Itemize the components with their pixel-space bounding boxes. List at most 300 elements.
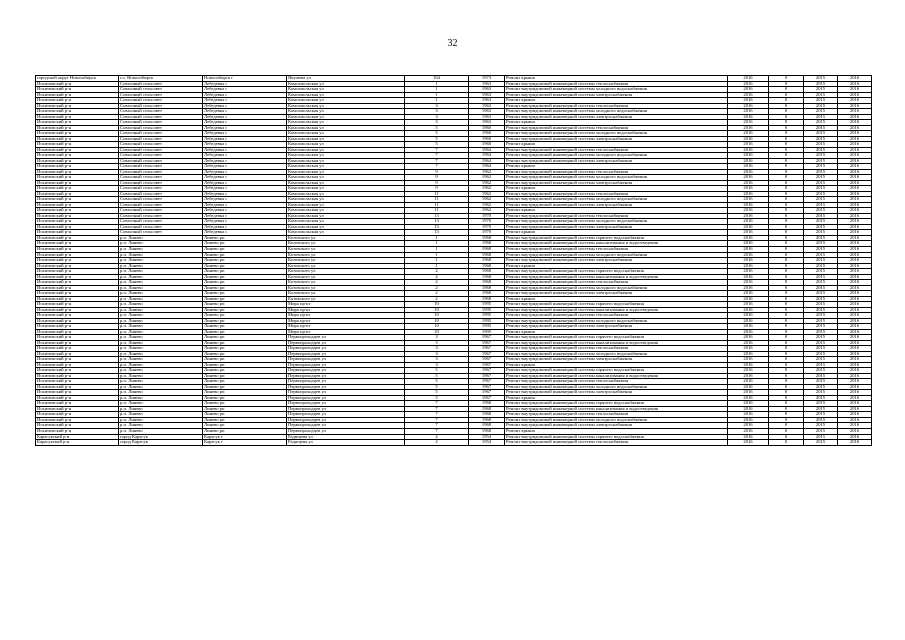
plan-year-cell: 2016 [728, 324, 769, 330]
start-year-cell: 2015 [804, 335, 838, 341]
settlement-cell: Линево рп [203, 335, 287, 341]
settlement-cell: Линево рп [203, 412, 287, 418]
amount-cell: 0 [769, 351, 804, 357]
build-year-cell: 1968 [469, 246, 505, 252]
house-number-cell: 10 [405, 302, 469, 308]
start-year-cell: 2015 [804, 440, 838, 446]
street-cell: Комсомольская ул [287, 219, 405, 225]
work-type-cell: Ремонт внутридомовой инженерной системы холодного водоснабжения [505, 318, 728, 324]
municipality-cell: Совхозный сельсовет [119, 191, 203, 197]
start-year-cell: 2015 [804, 202, 838, 208]
start-year-cell: 2015 [804, 230, 838, 236]
settlement-cell: Линево рп [203, 417, 287, 423]
end-year-cell: 2016 [838, 296, 872, 302]
end-year-cell: 2016 [838, 92, 872, 98]
street-cell: Котовского ул [287, 296, 405, 302]
street-cell: Котовского ул [287, 274, 405, 280]
district-cell: Искитимский р-н [36, 291, 119, 297]
settlement-cell: Лебедевка с [203, 131, 287, 137]
work-type-cell: Ремонт внутридомовой инженерной системы электроснабжения [505, 291, 728, 297]
settlement-cell: Лебедевка с [203, 142, 287, 148]
street-cell: Мира пр-кт [287, 307, 405, 313]
start-year-cell: 2015 [804, 153, 838, 159]
street-cell: Комсомольская ул [287, 213, 405, 219]
municipality-cell: Совхозный сельсовет [119, 164, 203, 170]
district-cell: Искитимский р-н [36, 401, 119, 407]
plan-year-cell: 2016 [728, 213, 769, 219]
plan-year-cell: 2016 [728, 296, 769, 302]
street-cell: Первопроходцев ул [287, 423, 405, 429]
district-cell: Искитимский р-н [36, 213, 119, 219]
work-type-cell: Ремонт внутридомовой инженерной системы электроснабжения [505, 324, 728, 330]
street-cell: Первопроходцев ул [287, 401, 405, 407]
district-cell: Искитимский р-н [36, 351, 119, 357]
street-cell: Первопроходцев ул [287, 335, 405, 341]
municipality-cell: р.п. Линево [119, 401, 203, 407]
street-cell: Первопроходцев ул [287, 362, 405, 368]
amount-cell: 0 [769, 274, 804, 280]
build-year-cell: 1968 [469, 252, 505, 258]
municipality-cell: Совхозный сельсовет [119, 125, 203, 131]
plan-year-cell: 2016 [728, 191, 769, 197]
municipality-cell: р.п. Линево [119, 302, 203, 308]
amount-cell: 0 [769, 417, 804, 423]
street-cell: Комсомольская ул [287, 180, 405, 186]
end-year-cell: 2016 [838, 208, 872, 214]
house-number-cell: 5 [405, 136, 469, 142]
work-type-cell: Ремонт внутридомовой инженерной системы горячего водоснабжения [505, 434, 728, 440]
municipality-cell: Совхозный сельсовет [119, 213, 203, 219]
settlement-cell: Линево рп [203, 235, 287, 241]
start-year-cell: 2015 [804, 434, 838, 440]
amount-cell: 0 [769, 98, 804, 104]
municipality-cell: р.п. Линево [119, 241, 203, 247]
build-year-cell: 1968 [469, 274, 505, 280]
house-number-cell: 3 [405, 357, 469, 363]
start-year-cell: 2015 [804, 406, 838, 412]
district-cell: Искитимский р-н [36, 103, 119, 109]
settlement-cell: Линево рп [203, 329, 287, 335]
street-cell: Котовского ул [287, 258, 405, 264]
house-number-cell: 7 [405, 412, 469, 418]
end-year-cell: 2016 [838, 368, 872, 374]
build-year-cell: 1962 [469, 202, 505, 208]
start-year-cell: 2015 [804, 87, 838, 93]
house-number-cell: 3 [405, 346, 469, 352]
street-cell: Котовского ул [287, 235, 405, 241]
start-year-cell: 2015 [804, 224, 838, 230]
work-type-cell: Ремонт внутридомовой инженерной системы электроснабжения [505, 114, 728, 120]
district-cell: Искитимский р-н [36, 98, 119, 104]
amount-cell: 0 [769, 191, 804, 197]
start-year-cell: 2015 [804, 158, 838, 164]
street-cell: Мира пр-кт [287, 302, 405, 308]
plan-year-cell: 2016 [728, 362, 769, 368]
plan-year-cell: 2016 [728, 434, 769, 440]
district-cell: Искитимский р-н [36, 246, 119, 252]
district-cell: Искитимский р-н [36, 417, 119, 423]
plan-year-cell: 2016 [728, 423, 769, 429]
amount-cell: 0 [769, 87, 804, 93]
amount-cell: 0 [769, 401, 804, 407]
municipality-cell: р.п. Линево [119, 313, 203, 319]
district-cell: Искитимский р-н [36, 379, 119, 385]
end-year-cell: 2016 [838, 351, 872, 357]
settlement-cell: Линево рп [203, 357, 287, 363]
settlement-cell: Линево рп [203, 318, 287, 324]
amount-cell: 0 [769, 269, 804, 275]
street-cell: Комсомольская ул [287, 92, 405, 98]
street-cell: Котовского ул [287, 241, 405, 247]
work-type-cell: Ремонт внутридомовой инженерной системы теплоснабжения [505, 81, 728, 87]
plan-year-cell: 2016 [728, 114, 769, 120]
build-year-cell: 1968 [469, 291, 505, 297]
work-type-cell: Ремонт внутридомовой инженерной системы теплоснабжения [505, 280, 728, 286]
work-type-cell: Ремонт внутридомовой инженерной системы электроснабжения [505, 92, 728, 98]
settlement-cell: Линево рп [203, 429, 287, 435]
house-number-cell: 3 [405, 351, 469, 357]
end-year-cell: 2016 [838, 329, 872, 335]
house-number-cell: 7 [405, 401, 469, 407]
build-year-cell: 1962 [469, 208, 505, 214]
municipality-cell: р.п. Линево [119, 351, 203, 357]
plan-year-cell: 2016 [728, 258, 769, 264]
municipality-cell: р.п. Линево [119, 324, 203, 330]
settlement-cell: Линево рп [203, 246, 287, 252]
work-type-cell: Ремонт внутридомовой инженерной системы канализования и водоотведения [505, 373, 728, 379]
plan-year-cell: 2016 [728, 235, 769, 241]
plan-year-cell: 2016 [728, 263, 769, 269]
amount-cell: 0 [769, 313, 804, 319]
settlement-cell: Лебедевка с [203, 98, 287, 104]
district-cell: Искитимский р-н [36, 274, 119, 280]
house-number-cell: 3 [405, 103, 469, 109]
start-year-cell: 2015 [804, 235, 838, 241]
start-year-cell: 2015 [804, 180, 838, 186]
work-type-cell: Ремонт крыши [505, 98, 728, 104]
amount-cell: 0 [769, 307, 804, 313]
municipality-cell: р.п. Линево [119, 373, 203, 379]
street-cell: Комсомольская ул [287, 103, 405, 109]
municipality-cell: Совхозный сельсовет [119, 169, 203, 175]
plan-year-cell: 2016 [728, 230, 769, 236]
work-type-cell: Ремонт внутридомовой инженерной системы теплоснабжения [505, 125, 728, 131]
settlement-cell: Лебедевка с [203, 158, 287, 164]
district-cell: Искитимский р-н [36, 241, 119, 247]
amount-cell: 0 [769, 434, 804, 440]
district-cell: Искитимский р-н [36, 120, 119, 126]
build-year-cell: 1968 [469, 241, 505, 247]
plan-year-cell: 2016 [728, 76, 769, 82]
settlement-cell: Лебедевка с [203, 147, 287, 153]
start-year-cell: 2015 [804, 357, 838, 363]
street-cell: Комсомольская ул [287, 202, 405, 208]
house-number-cell: 7 [405, 158, 469, 164]
amount-cell: 0 [769, 291, 804, 297]
plan-year-cell: 2016 [728, 241, 769, 247]
build-year-cell: 1968 [469, 417, 505, 423]
district-cell: Искитимский р-н [36, 136, 119, 142]
house-number-cell: 1 [405, 92, 469, 98]
street-cell: Комсомольская ул [287, 191, 405, 197]
build-year-cell: 1968 [469, 429, 505, 435]
build-year-cell: 1995 [469, 307, 505, 313]
district-cell: Искитимский р-н [36, 412, 119, 418]
plan-year-cell: 2016 [728, 373, 769, 379]
district-cell: Искитимский р-н [36, 158, 119, 164]
house-number-cell: 7 [405, 406, 469, 412]
house-number-cell: 2 [405, 269, 469, 275]
street-cell: Котовского ул [287, 263, 405, 269]
start-year-cell: 2015 [804, 401, 838, 407]
settlement-cell: Линево рп [203, 423, 287, 429]
start-year-cell: 2015 [804, 395, 838, 401]
build-year-cell: 1963 [469, 81, 505, 87]
end-year-cell: 2016 [838, 274, 872, 280]
start-year-cell: 2015 [804, 175, 838, 181]
settlement-cell: Линево рп [203, 395, 287, 401]
municipality-cell: Совхозный сельсовет [119, 175, 203, 181]
start-year-cell: 2015 [804, 241, 838, 247]
settlement-cell: Лебедевка с [203, 219, 287, 225]
district-cell: Искитимский р-н [36, 390, 119, 396]
end-year-cell: 2016 [838, 313, 872, 319]
municipality-cell: р.п. Линево [119, 296, 203, 302]
work-type-cell: Ремонт внутридомовой инженерной системы холодного водоснабжения [505, 219, 728, 225]
end-year-cell: 2016 [838, 285, 872, 291]
street-cell: Комсомольская ул [287, 169, 405, 175]
municipality-cell: город Карасук [119, 440, 203, 446]
amount-cell: 0 [769, 175, 804, 181]
start-year-cell: 2015 [804, 346, 838, 352]
start-year-cell: 2015 [804, 258, 838, 264]
settlement-cell: Карасук г [203, 440, 287, 446]
start-year-cell: 2015 [804, 120, 838, 126]
street-cell: Первопроходцев ул [287, 429, 405, 435]
district-cell: Искитимский р-н [36, 318, 119, 324]
plan-year-cell: 2016 [728, 307, 769, 313]
end-year-cell: 2016 [838, 191, 872, 197]
settlement-cell: Линево рп [203, 302, 287, 308]
district-cell: городской округ Новосибирск [36, 76, 119, 82]
plan-year-cell: 2016 [728, 285, 769, 291]
start-year-cell: 2015 [804, 384, 838, 390]
municipality-cell: Совхозный сельсовет [119, 186, 203, 192]
end-year-cell: 2016 [838, 87, 872, 93]
municipality-cell: р.п. Линево [119, 340, 203, 346]
work-type-cell: Ремонт крыши [505, 142, 728, 148]
capital-repair-table [35, 75, 872, 446]
start-year-cell: 2015 [804, 329, 838, 335]
settlement-cell: Лебедевка с [203, 136, 287, 142]
municipality-cell: Совхозный сельсовет [119, 103, 203, 109]
build-year-cell: 1967 [469, 357, 505, 363]
end-year-cell: 2016 [838, 362, 872, 368]
amount-cell: 0 [769, 362, 804, 368]
municipality-cell: р.п. Линево [119, 285, 203, 291]
municipality-cell: Совхозный сельсовет [119, 109, 203, 115]
house-number-cell: 5 [405, 384, 469, 390]
build-year-cell: 1967 [469, 346, 505, 352]
amount-cell: 0 [769, 302, 804, 308]
start-year-cell: 2015 [804, 142, 838, 148]
house-number-cell: 5 [405, 368, 469, 374]
end-year-cell: 2016 [838, 269, 872, 275]
street-cell: Первопроходцев ул [287, 351, 405, 357]
house-number-cell: 10 [405, 307, 469, 313]
plan-year-cell: 2016 [728, 164, 769, 170]
amount-cell: 0 [769, 384, 804, 390]
district-cell: Искитимский р-н [36, 362, 119, 368]
end-year-cell: 2016 [838, 346, 872, 352]
settlement-cell: Линево рп [203, 324, 287, 330]
build-year-cell: 1995 [469, 302, 505, 308]
settlement-cell: Лебедевка с [203, 213, 287, 219]
plan-year-cell: 2016 [728, 440, 769, 446]
amount-cell: 0 [769, 346, 804, 352]
street-cell: Комсомольская ул [287, 153, 405, 159]
plan-year-cell: 2016 [728, 224, 769, 230]
build-year-cell: 1963 [469, 92, 505, 98]
street-cell: Мира пр-кт [287, 318, 405, 324]
street-cell: Первопроходцев ул [287, 384, 405, 390]
page-number: 32 [447, 38, 458, 49]
build-year-cell: 1968 [469, 406, 505, 412]
end-year-cell: 2016 [838, 307, 872, 313]
start-year-cell: 2015 [804, 373, 838, 379]
amount-cell: 0 [769, 81, 804, 87]
start-year-cell: 2015 [804, 197, 838, 203]
district-cell: Искитимский р-н [36, 346, 119, 352]
house-number-cell: 1 [405, 98, 469, 104]
work-type-cell: Ремонт внутридомовой инженерной системы горячего водоснабжения [505, 235, 728, 241]
house-number-cell: 7 [405, 153, 469, 159]
municipality-cell: р.п. Линево [119, 423, 203, 429]
municipality-cell: р.п. Линево [119, 357, 203, 363]
start-year-cell: 2015 [804, 274, 838, 280]
settlement-cell: Лебедевка с [203, 87, 287, 93]
plan-year-cell: 2016 [728, 291, 769, 297]
municipality-cell: р.п. Линево [119, 379, 203, 385]
house-number-cell: 3 [405, 120, 469, 126]
street-cell: Комсомольская ул [287, 81, 405, 87]
build-year-cell: 1967 [469, 362, 505, 368]
end-year-cell: 2016 [838, 340, 872, 346]
settlement-cell: Линево рп [203, 340, 287, 346]
build-year-cell: 1964 [469, 164, 505, 170]
work-type-cell: Ремонт крыши [505, 230, 728, 236]
street-cell: Комсомольская ул [287, 87, 405, 93]
start-year-cell: 2015 [804, 213, 838, 219]
work-type-cell: Ремонт крыши [505, 395, 728, 401]
street-cell: Первопроходцев ул [287, 357, 405, 363]
street-cell: Комсомольская ул [287, 98, 405, 104]
district-cell: Искитимский р-н [36, 423, 119, 429]
end-year-cell: 2016 [838, 280, 872, 286]
house-number-cell: 3 [405, 109, 469, 115]
municipality-cell: Совхозный сельсовет [119, 114, 203, 120]
municipality-cell: Совхозный сельсовет [119, 158, 203, 164]
build-year-cell: 1954 [469, 434, 505, 440]
settlement-cell: Лебедевка с [203, 125, 287, 131]
end-year-cell: 2016 [838, 109, 872, 115]
house-number-cell: 5 [405, 131, 469, 137]
work-type-cell: Ремонт внутридомовой инженерной системы электроснабжения [505, 158, 728, 164]
end-year-cell: 2016 [838, 98, 872, 104]
build-year-cell: 1968 [469, 401, 505, 407]
work-type-cell: Ремонт внутридомовой инженерной системы теплоснабжения [505, 213, 728, 219]
start-year-cell: 2015 [804, 296, 838, 302]
build-year-cell: 1970 [469, 224, 505, 230]
municipality-cell: Совхозный сельсовет [119, 142, 203, 148]
district-cell: Искитимский р-н [36, 395, 119, 401]
amount-cell: 0 [769, 241, 804, 247]
build-year-cell: 1967 [469, 335, 505, 341]
amount-cell: 0 [769, 224, 804, 230]
work-type-cell: Ремонт внутридомовой инженерной системы холодного водоснабжения [505, 417, 728, 423]
plan-year-cell: 2016 [728, 395, 769, 401]
build-year-cell: 1970 [469, 219, 505, 225]
house-number-cell: 2 [405, 440, 469, 446]
end-year-cell: 2016 [838, 76, 872, 82]
house-number-cell: 2 [405, 274, 469, 280]
end-year-cell: 2016 [838, 252, 872, 258]
build-year-cell: 1962 [469, 191, 505, 197]
settlement-cell: Лебедевка с [203, 81, 287, 87]
municipality-cell: р.п. Линево [119, 417, 203, 423]
house-number-cell: 3 [405, 335, 469, 341]
municipality-cell: Совхозный сельсовет [119, 98, 203, 104]
street-cell: Комсомольская ул [287, 131, 405, 137]
work-type-cell: Ремонт внутридомовой инженерной системы горячего водоснабжения [505, 302, 728, 308]
start-year-cell: 2015 [804, 417, 838, 423]
municipality-cell: Совхозный сельсовет [119, 87, 203, 93]
municipality-cell: р.п. Линево [119, 429, 203, 435]
work-type-cell: Ремонт внутридомовой инженерной системы холодного водоснабжения [505, 384, 728, 390]
street-cell: Радищева ул [287, 434, 405, 440]
street-cell: Первопроходцев ул [287, 340, 405, 346]
district-cell: Искитимский р-н [36, 186, 119, 192]
end-year-cell: 2016 [838, 153, 872, 159]
amount-cell: 0 [769, 208, 804, 214]
work-type-cell: Ремонт внутридомовой инженерной системы холодного водоснабжения [505, 131, 728, 137]
end-year-cell: 2016 [838, 423, 872, 429]
house-number-cell: 2 [405, 280, 469, 286]
end-year-cell: 2016 [838, 81, 872, 87]
end-year-cell: 2016 [838, 401, 872, 407]
street-cell: Якушева ул [287, 76, 405, 82]
end-year-cell: 2016 [838, 197, 872, 203]
amount-cell: 0 [769, 213, 804, 219]
plan-year-cell: 2016 [728, 280, 769, 286]
municipality-cell: Совхозный сельсовет [119, 197, 203, 203]
start-year-cell: 2015 [804, 92, 838, 98]
amount-cell: 0 [769, 395, 804, 401]
start-year-cell: 2015 [804, 307, 838, 313]
district-cell: Искитимский р-н [36, 307, 119, 313]
end-year-cell: 2016 [838, 169, 872, 175]
end-year-cell: 2016 [838, 434, 872, 440]
amount-cell: 0 [769, 164, 804, 170]
start-year-cell: 2015 [804, 280, 838, 286]
build-year-cell: 1963 [469, 120, 505, 126]
street-cell: Комсомольская ул [287, 114, 405, 120]
district-cell: Искитимский р-н [36, 252, 119, 258]
work-type-cell: Ремонт внутридомовой инженерной системы холодного водоснабжения [505, 153, 728, 159]
house-number-cell: 1 [405, 263, 469, 269]
house-number-cell: 13 [405, 213, 469, 219]
house-number-cell: 5 [405, 142, 469, 148]
